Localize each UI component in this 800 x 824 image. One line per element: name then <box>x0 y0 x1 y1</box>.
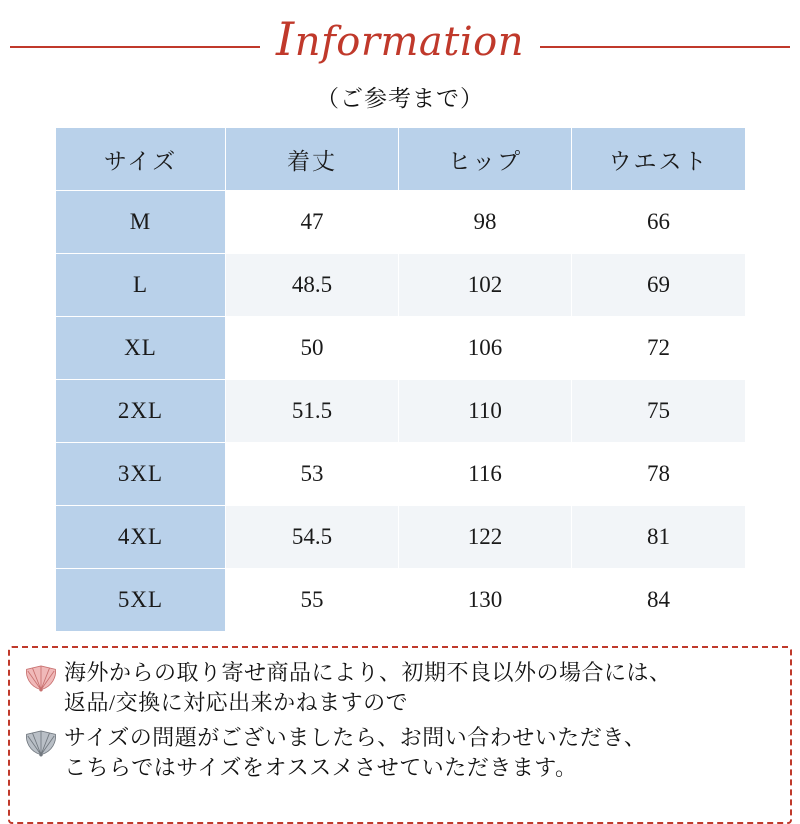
cell-hip: 116 <box>399 443 572 506</box>
cell-waist: 75 <box>572 380 746 443</box>
cell-hip: 102 <box>399 254 572 317</box>
cell-size: 4XL <box>56 506 226 569</box>
table-row <box>56 317 746 380</box>
notes-box <box>8 646 792 824</box>
cell-length: 55 <box>226 569 399 632</box>
page-title <box>262 12 538 66</box>
note-line-1: 海外からの取り寄せ商品により、初期不良以外の場合には、 <box>64 660 672 685</box>
header-rule-left <box>10 46 260 48</box>
cell-size: M <box>56 191 226 254</box>
cell-length: 53 <box>226 443 399 506</box>
fan-icon-red <box>24 662 58 692</box>
page-title-initial: I <box>276 12 295 66</box>
cell-size: 2XL <box>56 380 226 443</box>
cell-size: 5XL <box>56 569 226 632</box>
table-row <box>56 443 746 506</box>
note-text <box>64 723 646 784</box>
cell-length: 51.5 <box>226 380 399 443</box>
table-row <box>56 569 746 632</box>
note-line-1: サイズの問題がございましたら、お問い合わせいただき、 <box>64 724 647 750</box>
cell-waist: 72 <box>572 317 746 380</box>
cell-waist: 81 <box>572 506 746 569</box>
size-table-wrapper <box>0 127 800 632</box>
cell-hip: 98 <box>399 191 572 254</box>
size-table <box>55 127 746 632</box>
cell-length: 50 <box>226 317 399 380</box>
cell-waist: 66 <box>572 191 746 254</box>
table-row <box>56 506 746 569</box>
note-line-2: 返品/交換に対応出来かねますので <box>64 690 409 716</box>
cell-hip: 110 <box>399 380 572 443</box>
page-header <box>0 0 800 78</box>
size-table-body <box>56 191 746 632</box>
cell-hip: 130 <box>399 569 572 632</box>
column-header-hip: ヒップ <box>399 128 572 191</box>
cell-waist: 78 <box>572 443 746 506</box>
cell-waist: 84 <box>572 569 746 632</box>
column-header-length: 着丈 <box>226 128 399 191</box>
cell-waist: 69 <box>572 254 746 317</box>
cell-length: 54.5 <box>226 506 399 569</box>
cell-size: XL <box>56 317 226 380</box>
page-title-rest: nformation <box>294 19 524 65</box>
size-table-head <box>56 128 746 191</box>
note-line-2: こちらではサイズをオススメさせていただきます。 <box>64 755 578 781</box>
note-text <box>64 658 672 719</box>
fan-icon-gray <box>24 727 58 757</box>
table-header-row <box>56 128 746 191</box>
column-header-waist: ウエスト <box>572 128 746 191</box>
column-header-size: サイズ <box>56 128 226 191</box>
cell-size: L <box>56 254 226 317</box>
cell-length: 48.5 <box>226 254 399 317</box>
header-rule-right <box>540 46 790 48</box>
table-row <box>56 254 746 317</box>
page-subtitle: （ご参考まで） <box>316 86 484 111</box>
table-row <box>56 380 746 443</box>
cell-length: 47 <box>226 191 399 254</box>
note-item <box>22 723 778 784</box>
cell-size: 3XL <box>56 443 226 506</box>
cell-hip: 106 <box>399 317 572 380</box>
table-row <box>56 191 746 254</box>
cell-hip: 122 <box>399 506 572 569</box>
note-item <box>22 658 778 719</box>
